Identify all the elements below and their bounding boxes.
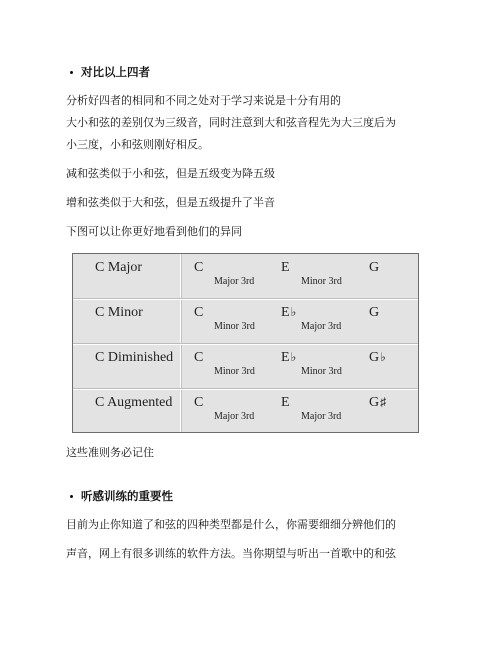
chord-row-major xyxy=(73,254,418,300)
bullet-icon xyxy=(70,71,73,74)
interval-label: Major 3rd xyxy=(301,321,342,332)
interval-label: Major 3rd xyxy=(214,276,255,287)
section-heading xyxy=(70,64,150,80)
interval-label: Minor 3rd xyxy=(214,321,255,332)
fifth-note: G xyxy=(369,260,380,275)
interval-label: Minor 3rd xyxy=(301,366,342,377)
chord-name: C Diminished xyxy=(95,350,174,365)
chord-name: C Augmented xyxy=(95,395,173,410)
third-note: E xyxy=(281,395,290,410)
paragraph-line: 减和弦类似于小和弦，但是五级变为降五级 xyxy=(66,167,275,180)
paragraph-line: 目前为止你知道了和弦的四种类型都是什么，你需要细细分辨他们的 xyxy=(66,518,396,531)
paragraph-line: 下图可以让你更好地看到他们的异同 xyxy=(66,225,242,238)
chord-name: C Minor xyxy=(95,305,143,320)
section-heading-text: 对比以上四者 xyxy=(81,65,150,79)
root-note: C xyxy=(194,395,204,410)
chord-row-minor xyxy=(73,299,418,345)
fifth-note: G xyxy=(369,305,380,320)
paragraph-line: 增和弦类似于大和弦，但是五级提升了半音 xyxy=(66,196,275,209)
bullet-icon xyxy=(70,495,73,498)
section-heading xyxy=(70,488,173,504)
chord-name: C Major xyxy=(95,260,143,275)
interval-label: Minor 3rd xyxy=(214,366,255,377)
interval-label: Minor 3rd xyxy=(301,276,342,287)
chord-comparison-table xyxy=(72,253,419,433)
paragraph-line: 小三度，小和弦则刚好相反。 xyxy=(66,138,209,151)
third-note: E xyxy=(281,260,290,275)
root-note: C xyxy=(194,305,204,320)
section-heading-text: 听感训练的重要性 xyxy=(81,489,173,503)
chord-row-augmented xyxy=(73,389,418,434)
interval-label: Major 3rd xyxy=(301,411,342,422)
chord-row-diminished xyxy=(73,344,418,390)
root-note: C xyxy=(194,260,204,275)
third-note: E♭ xyxy=(281,305,297,320)
paragraph-line: 这些准则务必记住 xyxy=(66,446,154,459)
third-note: E♭ xyxy=(281,350,297,365)
paragraph-line: 声音，网上有很多训练的软件方法。当你期望与听出一首歌中的和弦 xyxy=(66,547,396,560)
interval-label: Major 3rd xyxy=(214,411,255,422)
paragraph-line: 分析好四者的相同和不同之处对于学习来说是十分有用的 xyxy=(66,94,341,107)
paragraph-line: 大小和弦的差别仅为三级音，同时注意到大和弦音程先为大三度后为 xyxy=(66,116,396,129)
fifth-note: G♭ xyxy=(369,350,386,365)
fifth-note: G♯ xyxy=(369,395,387,410)
root-note: C xyxy=(194,350,204,365)
